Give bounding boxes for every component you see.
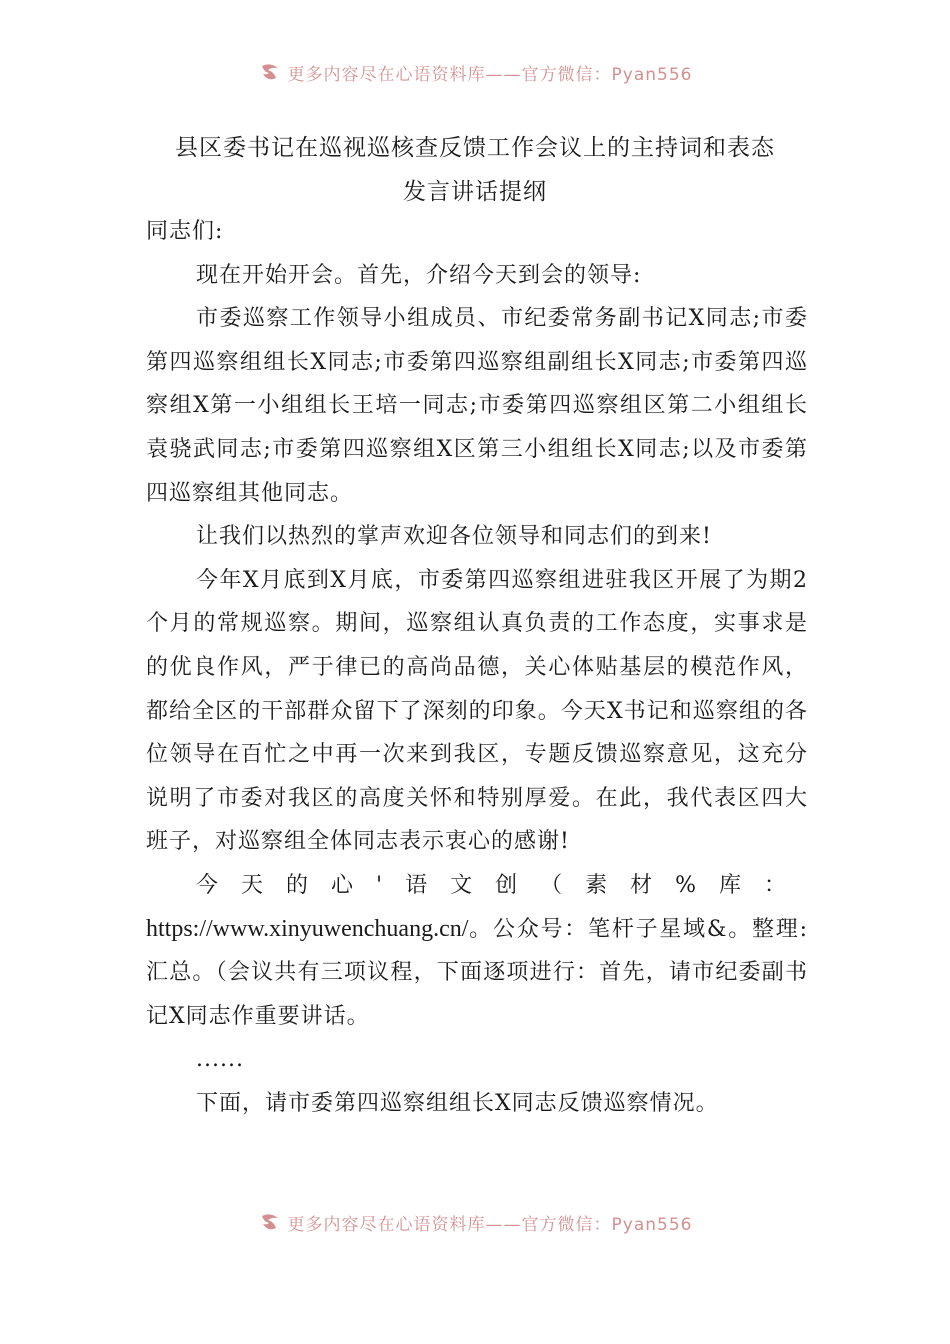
footer-watermark-banner [0,1207,950,1237]
paragraph-leaders-list: 市委巡察工作领导小组成员、市纪委常务副书记X同志;市委第四巡察组组长X同志;市委第四巡察组副组长X同志;市委第四巡察组X第一小组组长王培一同志;市委第四巡察组区第二小组组长袁骁武同志;市委第四巡察组X区第三小组组长X同志;以及市委第四巡察组其他同志。 [146,306,808,506]
document-title-line-1: 县区委书记在巡视巡核查反馈工作会议上的主持词和表态 [175,135,775,161]
paragraph-welcome: 让我们以热烈的掌声欢迎各位领导和同志们的到来! [196,524,712,550]
agenda-lead-text: 今天的心'语文创（素材%库： [196,872,808,898]
brand-logo-icon [258,1210,282,1234]
agenda-url-text: https://www.xinyuwenchuang.cn/ [146,915,469,942]
paragraph-inspection-summary: 今年X月底到X月底，市委第四巡察组进驻我区开展了为期2个月的常规巡察。期间，巡察组认真负责的工作态度，实事求是的优良作风，严于律已的高尚品德，关心体贴基层的模范作风，都给全区的干部群众留下了深刻的印象。今天X书记和巡察组的各位领导在百忙之中再一次来到我区，专题反馈巡察意见，这充分说明了市委对我区的高度关怀和特别厚爱。在此，我代表区四大班子，对巡察组全体同志表示衷心的感谢! [146,567,808,855]
ellipsis: ...... [196,1047,244,1073]
salutation: 同志们: [146,219,224,244]
header-watermark-banner [0,57,950,87]
header-banner-text: 更多内容尽在心语资料库——官方微信：Pyan556 [287,64,693,85]
paragraph-opening: 现在开始开会。首先，介绍今天到会的领导: [196,262,642,288]
footer-banner-text: 更多内容尽在心语资料库——官方微信：Pyan556 [287,1214,693,1235]
brand-logo-icon [258,60,282,84]
paragraph-agenda [146,864,808,1038]
document-title-line-2: 发言讲话提纲 [403,179,547,205]
document-body [146,210,808,1125]
paragraph-next-speaker: 下面，请市委第四巡察组组长X同志反馈巡察情况。 [196,1090,719,1116]
agenda-rest-text: 。公众号：笔杆子星域&。整理:汇总。（会议共有三项议程，下面逐项进行：首先，请市纪委副书记X同志作重要讲话。 [146,916,808,1029]
